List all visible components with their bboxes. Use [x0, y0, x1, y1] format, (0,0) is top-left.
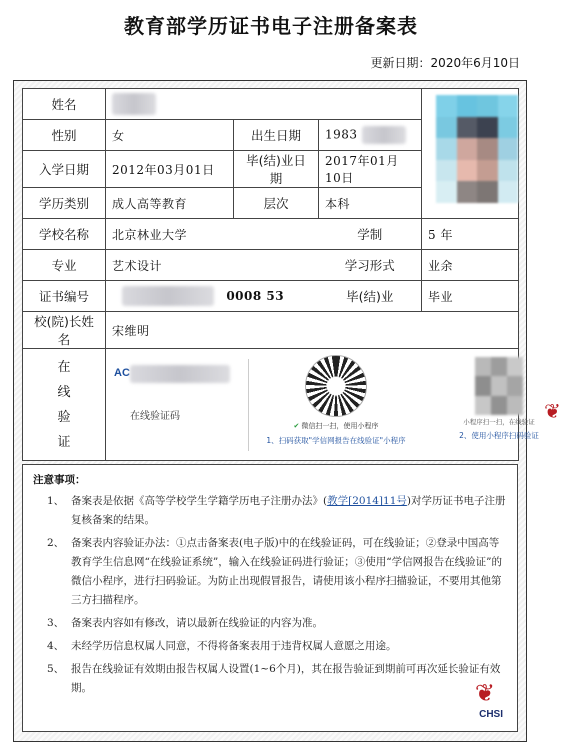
cert-value: 0008 53: [226, 288, 285, 303]
qr-hint-text: 微信扫一扫，使用小程序: [301, 422, 379, 430]
redacted-name: [112, 93, 156, 115]
wechat-qr-block: [266, 355, 406, 455]
school-label: 学校名称: [23, 219, 106, 250]
verify-code-caption: 在线验证码: [130, 411, 180, 422]
result-value: 毕业: [422, 281, 519, 312]
grad-label: 毕(结)业日期: [234, 151, 319, 188]
row-verify: [23, 349, 519, 461]
name-value: [106, 89, 422, 120]
birth-cell: [319, 120, 422, 151]
principal-label: 校(院)长姓名: [23, 312, 106, 349]
verify-code-prefix: AC: [114, 367, 130, 379]
redacted-birth: [362, 126, 406, 144]
qr-step: 1、扫码获取"学信网报告在线验证"小程序: [266, 436, 406, 445]
type-label: 学历类别: [23, 188, 106, 219]
birth-label: 出生日期: [234, 120, 319, 151]
note-number: 4、: [47, 640, 65, 652]
gender-value: 女: [106, 120, 234, 151]
note-text: 备案表是依据《高等学校学生学籍学历电子注册办法》(: [71, 495, 328, 507]
note-number: 1、: [47, 495, 65, 507]
row-school: [23, 219, 519, 250]
verify-label: [23, 349, 106, 461]
update-date: 更新日期：2020年6月10日: [370, 56, 520, 70]
form-label: 学习形式: [319, 250, 422, 281]
notes-section: [22, 464, 518, 732]
row-principal: [23, 312, 519, 349]
mini-step: 2、使用小程序扫码验证: [459, 431, 539, 440]
duration-label: 学制: [319, 219, 422, 250]
note-text: 未经学历信息权属人同意，不得将备案表用于违背权属人意愿之用途。: [71, 640, 397, 652]
birth-value: 1983: [325, 127, 358, 142]
row-cert: [23, 281, 519, 312]
school-value: 北京林业大学: [106, 219, 319, 250]
enroll-label: 入学日期: [23, 151, 106, 188]
row-major: [23, 250, 519, 281]
verify-char-2: 线: [57, 384, 71, 400]
note-item-5: [33, 660, 507, 698]
cert-cell: [106, 281, 319, 312]
chsi-logo: [443, 681, 503, 721]
type-value: 成人高等教育: [106, 188, 234, 219]
wechat-miniprogram-qr[interactable]: [305, 355, 367, 417]
result-label: 毕(结)业: [319, 281, 422, 312]
note-number: 3、: [47, 617, 65, 629]
chsi-bird-icon: ❦: [544, 399, 561, 423]
miniprogram-block: [424, 355, 574, 455]
major-value: 艺术设计: [106, 250, 319, 281]
note-item-1: [33, 492, 507, 530]
note-text: )对学历证书电子注册复核备案的结果。: [71, 495, 506, 526]
gender-label: 性别: [23, 120, 106, 151]
note-text: 报告在线验证有效期由报告权属人设置(1~6个月)，其在报告验证到期前可再次延长验证有效期。: [71, 663, 501, 694]
redacted-verify-code: [130, 365, 230, 383]
major-label: 专业: [23, 250, 106, 281]
note-number: 5、: [47, 663, 65, 675]
form-value: 业余: [422, 250, 519, 281]
chsi-logo-bird-icon: ❦: [474, 679, 495, 707]
name-label: 姓名: [23, 89, 106, 120]
note-text: 备案表内容验证办法：①点击备案表(电子版)中的在线验证码，可在线验证；②登录中国高等教育学生信息网“在线验证系统”，输入在线验证码进行验证；③使用“学信网报告在线验证”的微信小程序，进行扫码验证。为防止出现假冒报告，请使用该小程序扫描验证，不要用其他第三方扫描程序。: [71, 537, 502, 606]
enroll-value: 2012年03月01日: [106, 151, 234, 188]
note-item-3: [33, 614, 507, 633]
verify-divider: [248, 359, 249, 451]
verify-char-4: 证: [57, 434, 71, 450]
row-name: [23, 89, 519, 120]
principal-value: 宋维明: [106, 312, 519, 349]
notes-title: 注意事项：: [33, 474, 86, 486]
miniprogram-qr-redacted[interactable]: [475, 357, 523, 415]
regulation-link[interactable]: 教学[2014]11号: [327, 495, 407, 507]
note-text: 备案表内容如有修改，请以最新在线验证的内容为准。: [71, 617, 323, 629]
grad-value: 2017年01月10日: [319, 151, 422, 188]
note-item-4: [33, 637, 507, 656]
mini-hint: 小程序扫一扫，在线验证: [463, 418, 535, 426]
photo-cell: [422, 89, 519, 219]
page-title: 教育部学历证书电子注册备案表: [124, 14, 418, 38]
verify-code-link[interactable]: [112, 359, 242, 451]
verify-char-1: 在: [57, 359, 71, 375]
qr-hint: [266, 421, 406, 431]
level-value: 本科: [319, 188, 422, 219]
photo-redacted: [436, 95, 518, 203]
cert-label: 证书编号: [23, 281, 106, 312]
level-label: 层次: [234, 188, 319, 219]
redacted-cert: [122, 286, 214, 306]
chsi-logo-text: CHSI: [479, 709, 503, 720]
info-table: [22, 88, 561, 461]
check-icon: ✔: [293, 422, 300, 430]
note-item-2: [33, 534, 507, 610]
verify-area: [106, 349, 561, 461]
note-number: 2、: [47, 537, 65, 549]
duration-value: 5 年: [422, 219, 519, 250]
verify-char-3: 验: [57, 409, 71, 425]
